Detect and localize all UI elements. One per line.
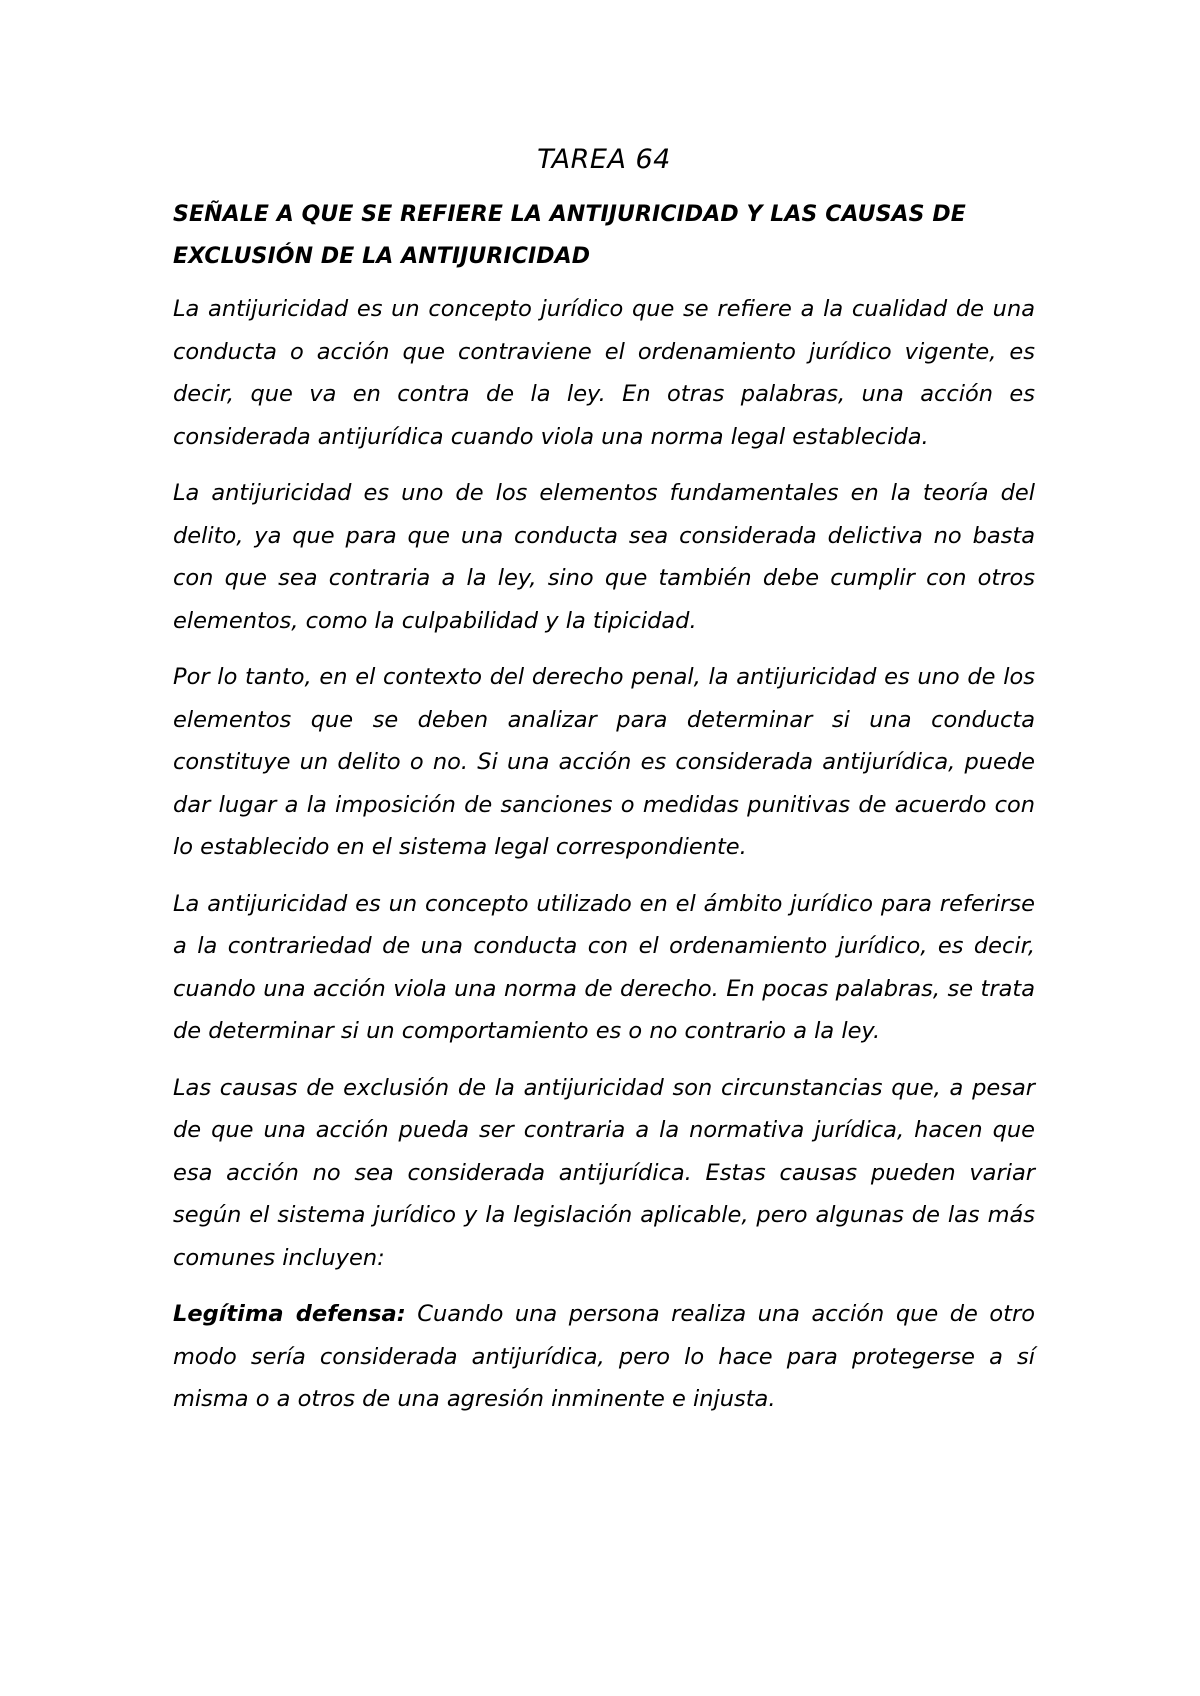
paragraph-3: Por lo tanto, en el contexto del derecho penal, la antijuricidad es uno de los elementos que se deben analizar para determinar si una conducta constituye un delito o no. Si una acción es considerada antijurídica, puede dar lugar a la imposición de sanciones o medidas punitivas de acuerdo con lo establecido en el sistema legal correspondiente. — [173, 664, 1035, 860]
document-body — [173, 140, 1035, 1435]
paragraph-4: La antijuricidad es un concepto utilizado en el ámbito jurídico para referirse a la contrariedad de una conducta con el ordenamiento jurídico, es decir, cuando una acción viola una norma de derecho. En pocas palabras, se trata de determinar si un comportamiento es o no contrario a la ley. — [173, 890, 1035, 1044]
page-subtitle: SEÑALE A QUE SE REFIERE LA ANTIJURICIDAD Y LAS CAUSAS DE EXCLUSIÓN DE LA ANTIJURICIDAD — [173, 202, 966, 269]
paragraph-2: La antijuricidad es uno de los elementos fundamentales en la teoría del delito, ya que para que una conducta sea considerada delictiva no basta con que sea contraria a la ley, sino que también debe cumplir con otros elementos, como la culpabilidad y la tipicidad. — [173, 480, 1035, 634]
paragraph-5: Las causas de exclusión de la antijuricidad son circunstancias que, a pesar de que una acción pueda ser contraria a la normativa jurídica, hacen que esa acción no sea considerada antijurídica. Estas causas pueden variar según el sistema jurídico y la legislación aplicable, pero algunas de las más comunes incluyen: — [173, 1074, 1035, 1271]
page-title: TAREA 64 — [537, 144, 671, 175]
definition-paragraph — [173, 1293, 1035, 1421]
definition-term: Legítima defensa: — [173, 1301, 406, 1327]
definition-text: Cuando una persona realiza una acción que de otro modo sería considerada antijurídica, pero lo hace para protegerse a sí misma o a otros de una agresión inminente e injusta. — [173, 1301, 1035, 1412]
paragraph-1: La antijuricidad es un concepto jurídico que se refiere a la cualidad de una conducta o acción que contraviene el ordenamiento jurídico vigente, es decir, que va en contra de la ley. En otras palabras, una acción es considerada antijurídica cuando viola una norma legal establecida. — [173, 296, 1035, 450]
